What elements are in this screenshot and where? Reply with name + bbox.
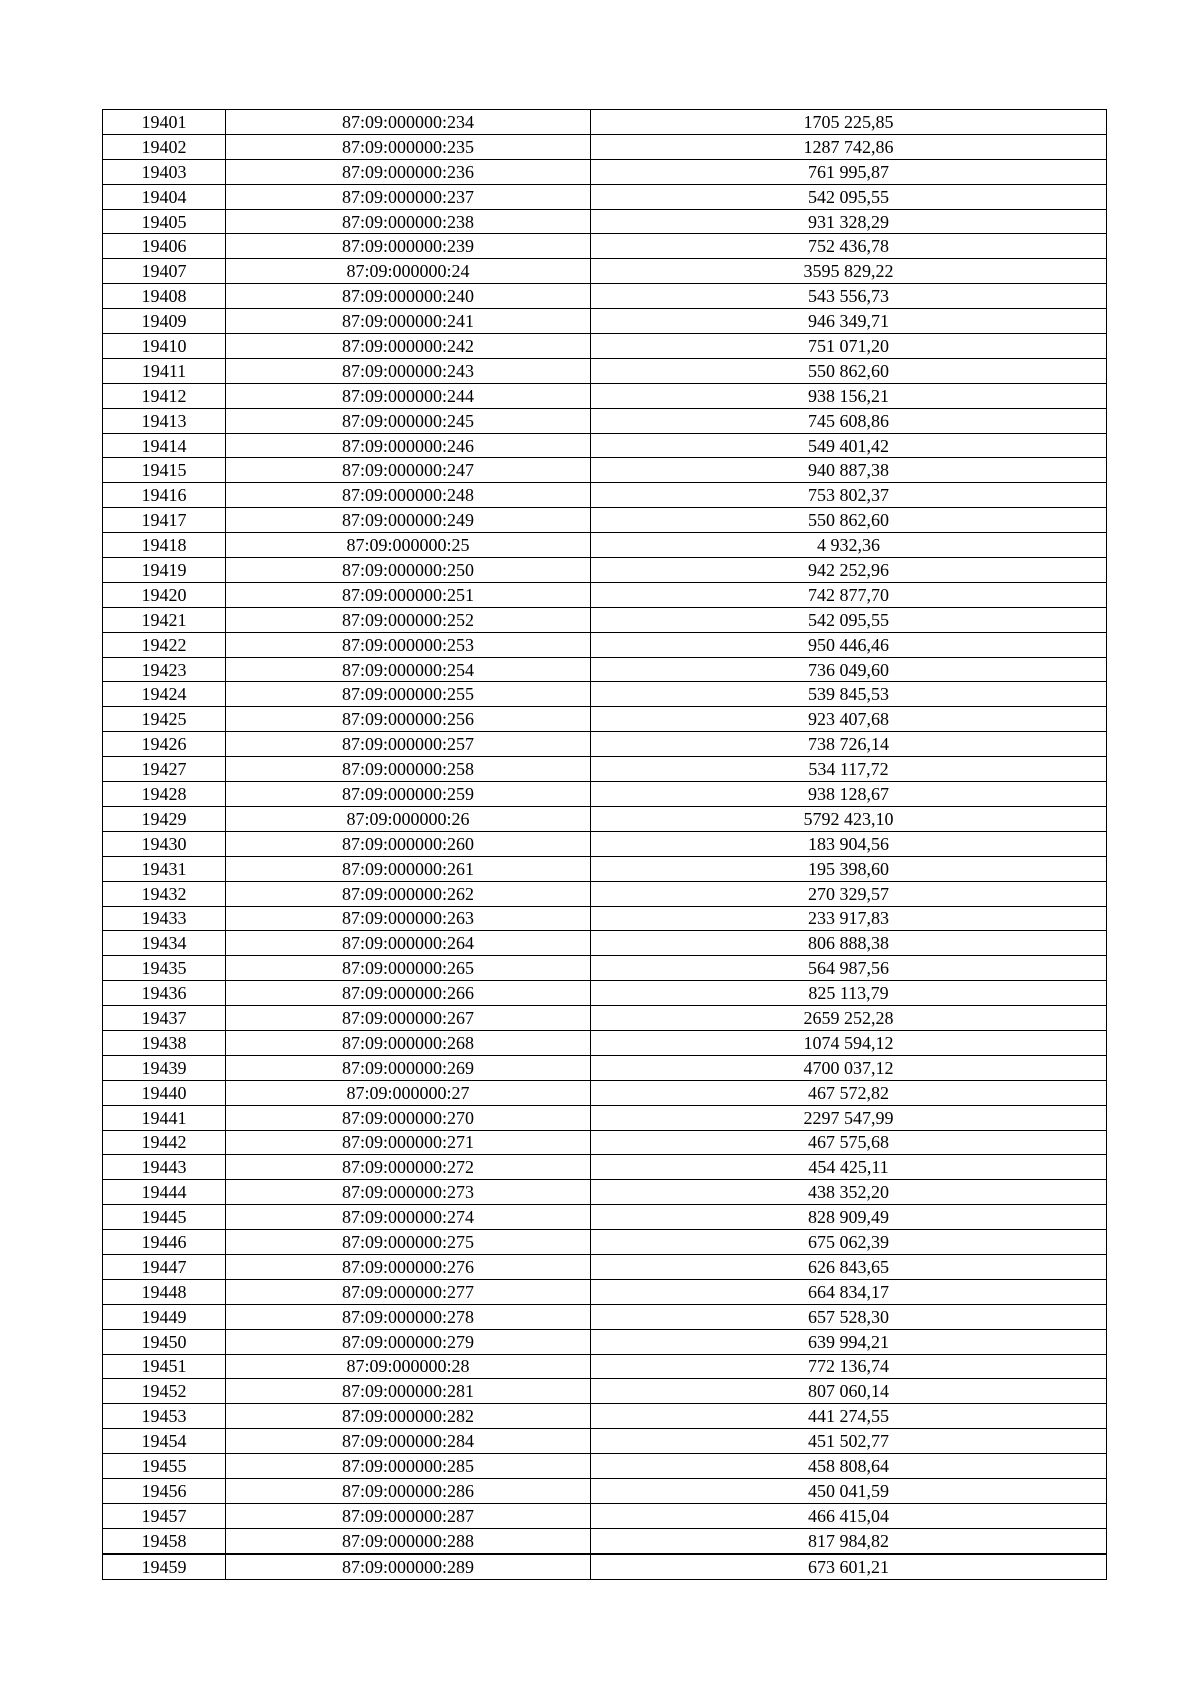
cadastral-number-cell: 87:09:000000:249 [226, 508, 591, 533]
row-number-cell: 19444 [103, 1180, 226, 1205]
table-row [103, 1254, 1107, 1279]
table-row [103, 533, 1107, 558]
cadastral-value-cell: 1287 742,86 [591, 134, 1107, 159]
row-number-cell: 19456 [103, 1478, 226, 1503]
cadastral-number-cell: 87:09:000000:285 [226, 1454, 591, 1479]
table-row [103, 159, 1107, 184]
cadastral-number-cell: 87:09:000000:289 [226, 1554, 591, 1579]
cadastral-value-cell: 938 128,67 [591, 782, 1107, 807]
cadastral-number-cell: 87:09:000000:271 [226, 1130, 591, 1155]
table-row [103, 209, 1107, 234]
cadastral-value-cell: 270 329,57 [591, 881, 1107, 906]
table-row [103, 831, 1107, 856]
cadastral-number-cell: 87:09:000000:252 [226, 607, 591, 632]
table-row [103, 1554, 1107, 1579]
table-row [103, 1130, 1107, 1155]
cadastral-number-cell: 87:09:000000:240 [226, 284, 591, 309]
row-number-cell: 19459 [103, 1554, 226, 1579]
row-number-cell: 19438 [103, 1030, 226, 1055]
row-number-cell: 19445 [103, 1205, 226, 1230]
cadastral-number-cell: 87:09:000000:268 [226, 1030, 591, 1055]
row-number-cell: 19451 [103, 1354, 226, 1379]
row-number-cell: 19406 [103, 234, 226, 259]
row-number-cell: 19418 [103, 533, 226, 558]
table-row [103, 284, 1107, 309]
row-number-cell: 19428 [103, 782, 226, 807]
row-number-cell: 19422 [103, 632, 226, 657]
cadastral-value-cell: 772 136,74 [591, 1354, 1107, 1379]
cadastral-value-cell: 825 113,79 [591, 981, 1107, 1006]
row-number-cell: 19441 [103, 1105, 226, 1130]
row-number-cell: 19432 [103, 881, 226, 906]
row-number-cell: 19425 [103, 707, 226, 732]
row-number-cell: 19455 [103, 1454, 226, 1479]
table-row [103, 134, 1107, 159]
table-row [103, 881, 1107, 906]
table-row [103, 1180, 1107, 1205]
cadastral-number-cell: 87:09:000000:286 [226, 1478, 591, 1503]
row-number-cell: 19431 [103, 856, 226, 881]
cadastral-value-cell: 4 932,36 [591, 533, 1107, 558]
table-row [103, 508, 1107, 533]
cadastral-value-cell: 195 398,60 [591, 856, 1107, 881]
cadastral-value-cell: 942 252,96 [591, 558, 1107, 583]
cadastral-value-cell: 550 862,60 [591, 358, 1107, 383]
cadastral-number-cell: 87:09:000000:247 [226, 458, 591, 483]
row-number-cell: 19415 [103, 458, 226, 483]
cadastral-value-cell: 817 984,82 [591, 1528, 1107, 1553]
cadastral-number-cell: 87:09:000000:260 [226, 831, 591, 856]
table-row [103, 1528, 1107, 1553]
cadastral-number-cell: 87:09:000000:276 [226, 1254, 591, 1279]
table-row [103, 956, 1107, 981]
row-number-cell: 19434 [103, 931, 226, 956]
cadastral-value-cell: 950 446,46 [591, 632, 1107, 657]
table-row [103, 1429, 1107, 1454]
row-number-cell: 19452 [103, 1379, 226, 1404]
cadastral-value-cell: 626 843,65 [591, 1254, 1107, 1279]
table-row [103, 1503, 1107, 1528]
table-body [103, 110, 1107, 1580]
cadastral-number-cell: 87:09:000000:248 [226, 483, 591, 508]
row-number-cell: 19404 [103, 184, 226, 209]
cadastral-number-cell: 87:09:000000:258 [226, 757, 591, 782]
table-row [103, 1030, 1107, 1055]
cadastral-number-cell: 87:09:000000:243 [226, 358, 591, 383]
cadastral-value-cell: 458 808,64 [591, 1454, 1107, 1479]
cadastral-value-cell: 4700 037,12 [591, 1055, 1107, 1080]
cadastral-value-cell: 542 095,55 [591, 607, 1107, 632]
cadastral-number-cell: 87:09:000000:242 [226, 334, 591, 359]
row-number-cell: 19450 [103, 1329, 226, 1354]
row-number-cell: 19411 [103, 358, 226, 383]
table-row [103, 1404, 1107, 1429]
cadastral-number-cell: 87:09:000000:263 [226, 906, 591, 931]
row-number-cell: 19442 [103, 1130, 226, 1155]
row-number-cell: 19427 [103, 757, 226, 782]
cadastral-number-cell: 87:09:000000:282 [226, 1404, 591, 1429]
table-row [103, 1055, 1107, 1080]
row-number-cell: 19448 [103, 1279, 226, 1304]
table-row [103, 632, 1107, 657]
cadastral-value-cell: 438 352,20 [591, 1180, 1107, 1205]
cadastral-number-cell: 87:09:000000:288 [226, 1528, 591, 1553]
cadastral-value-cell: 2659 252,28 [591, 1006, 1107, 1031]
cadastral-number-cell: 87:09:000000:274 [226, 1205, 591, 1230]
table-row [103, 981, 1107, 1006]
row-number-cell: 19414 [103, 433, 226, 458]
cadastral-number-cell: 87:09:000000:262 [226, 881, 591, 906]
cadastral-value-cell: 946 349,71 [591, 309, 1107, 334]
table-row [103, 433, 1107, 458]
cadastral-value-cell: 752 436,78 [591, 234, 1107, 259]
cadastral-number-cell: 87:09:000000:255 [226, 682, 591, 707]
cadastral-number-cell: 87:09:000000:25 [226, 533, 591, 558]
cadastral-number-cell: 87:09:000000:241 [226, 309, 591, 334]
row-number-cell: 19449 [103, 1304, 226, 1329]
cadastral-value-cell: 753 802,37 [591, 483, 1107, 508]
cadastral-value-cell: 466 415,04 [591, 1503, 1107, 1528]
table-row [103, 234, 1107, 259]
cadastral-value-cell: 940 887,38 [591, 458, 1107, 483]
table-row [103, 582, 1107, 607]
table-row [103, 856, 1107, 881]
row-number-cell: 19436 [103, 981, 226, 1006]
row-number-cell: 19407 [103, 259, 226, 284]
table-row [103, 259, 1107, 284]
row-number-cell: 19446 [103, 1230, 226, 1255]
cadastral-value-cell: 938 156,21 [591, 383, 1107, 408]
cadastral-value-cell: 745 608,86 [591, 408, 1107, 433]
cadastral-value-cell: 233 917,83 [591, 906, 1107, 931]
row-number-cell: 19403 [103, 159, 226, 184]
cadastral-number-cell: 87:09:000000:257 [226, 732, 591, 757]
table-row [103, 309, 1107, 334]
row-number-cell: 19433 [103, 906, 226, 931]
cadastral-value-cell: 543 556,73 [591, 284, 1107, 309]
cadastral-value-cell: 1705 225,85 [591, 110, 1107, 135]
table-row [103, 931, 1107, 956]
cadastral-value-cell: 467 575,68 [591, 1130, 1107, 1155]
cadastral-value-cell: 738 726,14 [591, 732, 1107, 757]
table-row [103, 1006, 1107, 1031]
cadastral-value-cell: 539 845,53 [591, 682, 1107, 707]
table-row [103, 358, 1107, 383]
row-number-cell: 19458 [103, 1528, 226, 1553]
cadastral-number-cell: 87:09:000000:28 [226, 1354, 591, 1379]
table-row [103, 184, 1107, 209]
row-number-cell: 19454 [103, 1429, 226, 1454]
row-number-cell: 19423 [103, 657, 226, 682]
cadastral-number-cell: 87:09:000000:261 [226, 856, 591, 881]
cadastral-value-cell: 454 425,11 [591, 1155, 1107, 1180]
cadastral-number-cell: 87:09:000000:256 [226, 707, 591, 732]
row-number-cell: 19417 [103, 508, 226, 533]
cadastral-number-cell: 87:09:000000:267 [226, 1006, 591, 1031]
row-number-cell: 19413 [103, 408, 226, 433]
cadastral-value-cell: 5792 423,10 [591, 806, 1107, 831]
cadastral-value-cell: 3595 829,22 [591, 259, 1107, 284]
cadastral-number-cell: 87:09:000000:287 [226, 1503, 591, 1528]
table-row [103, 334, 1107, 359]
cadastral-value-cell: 828 909,49 [591, 1205, 1107, 1230]
table-row [103, 732, 1107, 757]
row-number-cell: 19426 [103, 732, 226, 757]
row-number-cell: 19408 [103, 284, 226, 309]
row-number-cell: 19430 [103, 831, 226, 856]
cadastral-value-cell: 761 995,87 [591, 159, 1107, 184]
cadastral-number-cell: 87:09:000000:27 [226, 1080, 591, 1105]
cadastral-number-cell: 87:09:000000:26 [226, 806, 591, 831]
cadastral-value-cell: 183 904,56 [591, 831, 1107, 856]
table-row [103, 483, 1107, 508]
cadastral-value-cell: 751 071,20 [591, 334, 1107, 359]
table-row [103, 682, 1107, 707]
cadastral-number-cell: 87:09:000000:273 [226, 1180, 591, 1205]
cadastral-number-cell: 87:09:000000:234 [226, 110, 591, 135]
row-number-cell: 19419 [103, 558, 226, 583]
cadastral-value-cell: 542 095,55 [591, 184, 1107, 209]
cadastral-number-cell: 87:09:000000:259 [226, 782, 591, 807]
cadastral-number-cell: 87:09:000000:275 [226, 1230, 591, 1255]
table-row [103, 657, 1107, 682]
cadastral-number-cell: 87:09:000000:24 [226, 259, 591, 284]
table-row [103, 757, 1107, 782]
cadastral-number-cell: 87:09:000000:245 [226, 408, 591, 433]
row-number-cell: 19457 [103, 1503, 226, 1528]
table-row [103, 1478, 1107, 1503]
table-row [103, 1080, 1107, 1105]
cadastral-value-cell: 657 528,30 [591, 1304, 1107, 1329]
cadastral-number-cell: 87:09:000000:236 [226, 159, 591, 184]
row-number-cell: 19440 [103, 1080, 226, 1105]
cadastral-number-cell: 87:09:000000:264 [226, 931, 591, 956]
cadastral-number-cell: 87:09:000000:269 [226, 1055, 591, 1080]
row-number-cell: 19416 [103, 483, 226, 508]
row-number-cell: 19429 [103, 806, 226, 831]
cadastral-number-cell: 87:09:000000:277 [226, 1279, 591, 1304]
table-row [103, 408, 1107, 433]
cadastral-value-cell: 2297 547,99 [591, 1105, 1107, 1130]
cadastral-number-cell: 87:09:000000:250 [226, 558, 591, 583]
cadastral-value-cell: 450 041,59 [591, 1478, 1107, 1503]
cadastral-value-cell: 534 117,72 [591, 757, 1107, 782]
row-number-cell: 19424 [103, 682, 226, 707]
table-row [103, 1379, 1107, 1404]
cadastral-value-cell: 673 601,21 [591, 1554, 1107, 1579]
table-row [103, 906, 1107, 931]
cadastral-value-cell: 550 862,60 [591, 508, 1107, 533]
table-row [103, 1304, 1107, 1329]
cadastral-value-cell: 675 062,39 [591, 1230, 1107, 1255]
table-row [103, 806, 1107, 831]
row-number-cell: 19412 [103, 383, 226, 408]
cadastral-value-cell: 664 834,17 [591, 1279, 1107, 1304]
cadastral-number-cell: 87:09:000000:272 [226, 1155, 591, 1180]
table-row [103, 707, 1107, 732]
cadastral-value-table [102, 109, 1107, 1580]
cadastral-value-cell: 639 994,21 [591, 1329, 1107, 1354]
table-row [103, 607, 1107, 632]
cadastral-number-cell: 87:09:000000:254 [226, 657, 591, 682]
cadastral-number-cell: 87:09:000000:284 [226, 1429, 591, 1454]
table-row [103, 1329, 1107, 1354]
row-number-cell: 19437 [103, 1006, 226, 1031]
cadastral-number-cell: 87:09:000000:235 [226, 134, 591, 159]
table-row [103, 1454, 1107, 1479]
cadastral-number-cell: 87:09:000000:279 [226, 1329, 591, 1354]
cadastral-number-cell: 87:09:000000:270 [226, 1105, 591, 1130]
cadastral-value-cell: 931 328,29 [591, 209, 1107, 234]
row-number-cell: 19410 [103, 334, 226, 359]
cadastral-number-cell: 87:09:000000:237 [226, 184, 591, 209]
cadastral-value-cell: 451 502,77 [591, 1429, 1107, 1454]
row-number-cell: 19447 [103, 1254, 226, 1279]
row-number-cell: 19439 [103, 1055, 226, 1080]
cadastral-number-cell: 87:09:000000:246 [226, 433, 591, 458]
cadastral-value-cell: 1074 594,12 [591, 1030, 1107, 1055]
cadastral-value-cell: 441 274,55 [591, 1404, 1107, 1429]
table-row [103, 383, 1107, 408]
row-number-cell: 19443 [103, 1155, 226, 1180]
cadastral-value-cell: 467 572,82 [591, 1080, 1107, 1105]
cadastral-number-cell: 87:09:000000:266 [226, 981, 591, 1006]
table-row [103, 1354, 1107, 1379]
row-number-cell: 19402 [103, 134, 226, 159]
cadastral-value-cell: 736 049,60 [591, 657, 1107, 682]
row-number-cell: 19401 [103, 110, 226, 135]
table-row [103, 1155, 1107, 1180]
cadastral-value-cell: 807 060,14 [591, 1379, 1107, 1404]
cadastral-number-cell: 87:09:000000:239 [226, 234, 591, 259]
cadastral-number-cell: 87:09:000000:251 [226, 582, 591, 607]
table-row [103, 782, 1107, 807]
row-number-cell: 19453 [103, 1404, 226, 1429]
cadastral-number-cell: 87:09:000000:253 [226, 632, 591, 657]
row-number-cell: 19421 [103, 607, 226, 632]
row-number-cell: 19409 [103, 309, 226, 334]
table-row [103, 1230, 1107, 1255]
cadastral-value-cell: 742 877,70 [591, 582, 1107, 607]
table-row [103, 458, 1107, 483]
table-row [103, 110, 1107, 135]
row-number-cell: 19405 [103, 209, 226, 234]
cadastral-value-cell: 806 888,38 [591, 931, 1107, 956]
table-row [103, 1279, 1107, 1304]
cadastral-value-cell: 564 987,56 [591, 956, 1107, 981]
cadastral-number-cell: 87:09:000000:238 [226, 209, 591, 234]
cadastral-value-cell: 549 401,42 [591, 433, 1107, 458]
cadastral-number-cell: 87:09:000000:278 [226, 1304, 591, 1329]
row-number-cell: 19420 [103, 582, 226, 607]
cadastral-value-cell: 923 407,68 [591, 707, 1107, 732]
table-row [103, 1205, 1107, 1230]
cadastral-number-cell: 87:09:000000:244 [226, 383, 591, 408]
table-row [103, 558, 1107, 583]
row-number-cell: 19435 [103, 956, 226, 981]
cadastral-number-cell: 87:09:000000:265 [226, 956, 591, 981]
cadastral-number-cell: 87:09:000000:281 [226, 1379, 591, 1404]
table-row [103, 1105, 1107, 1130]
